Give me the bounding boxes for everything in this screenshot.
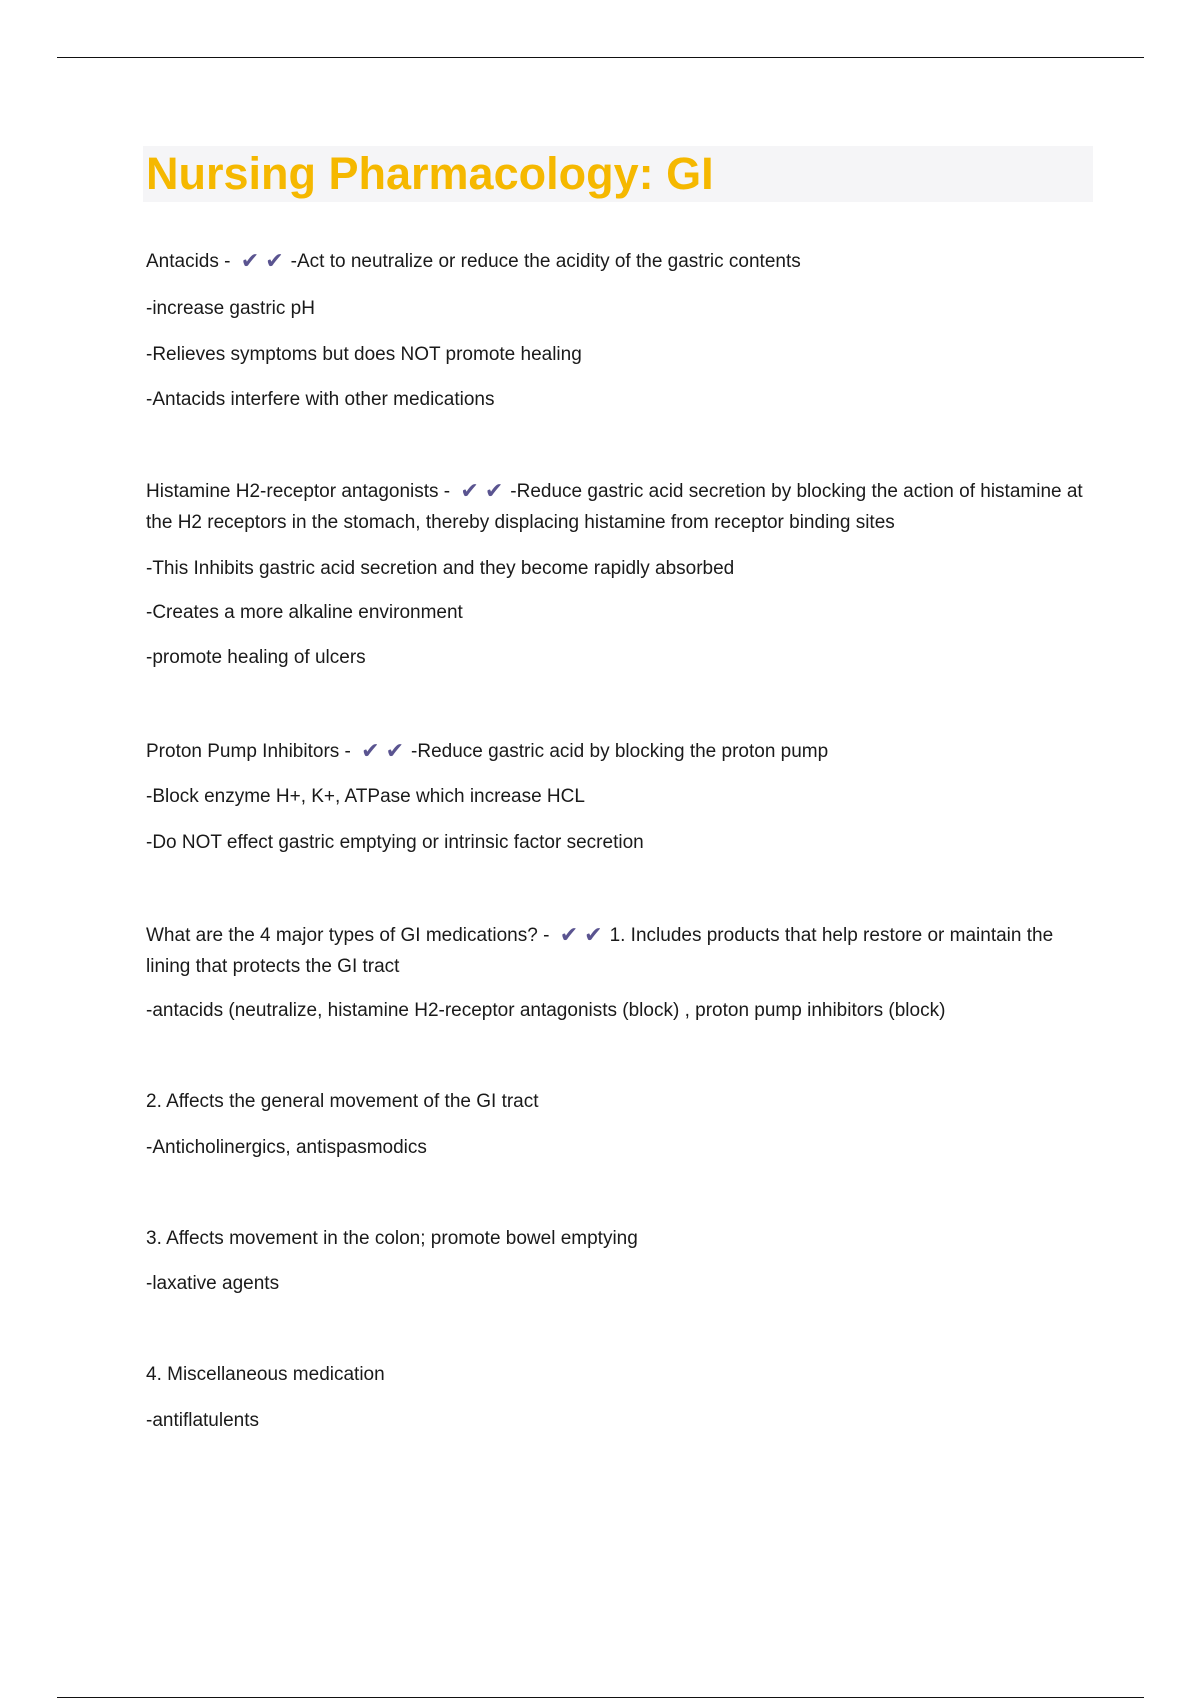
list-item: -increase gastric pH xyxy=(146,298,315,319)
flashcard-gi-types xyxy=(146,920,1096,982)
check-icon: ✔ xyxy=(484,478,504,503)
check-pair xyxy=(238,246,287,277)
header-rule xyxy=(57,57,1144,58)
definition-gi-types: 1. Includes products that help restore or maintain the lining that protects the GI tract xyxy=(146,925,1054,977)
check-icon: ✔ xyxy=(265,248,284,273)
definition-antacids: -Act to neutralize or reduce the acidity of the gastric contents xyxy=(290,251,801,272)
term-gi-types: What are the 4 major types of GI medications? - xyxy=(146,925,555,946)
list-item: -antacids (neutralize, histamine H2-receptor antagonists (block) , proton pump inhibitors (block) xyxy=(146,1000,946,1021)
list-item: -Relieves symptoms but does NOT promote healing xyxy=(146,344,582,365)
term-h2-antagonists: Histamine H2-receptor antagonists - xyxy=(146,481,456,502)
list-item: -Do NOT effect gastric emptying or intrinsic factor secretion xyxy=(146,832,644,853)
definition-ppi: -Reduce gastric acid by blocking the proton pump xyxy=(411,741,829,762)
list-item: 4. Miscellaneous medication xyxy=(146,1364,385,1385)
list-item: -laxative agents xyxy=(146,1273,280,1294)
check-icon: ✔ xyxy=(460,478,479,503)
check-pair xyxy=(358,736,407,767)
list-item: 3. Affects movement in the colon; promote bowel emptying xyxy=(146,1228,638,1249)
list-item: -Block enzyme H+, K+, ATPase which increase HCL xyxy=(146,786,585,807)
page-title: Nursing Pharmacology: GI xyxy=(146,148,714,199)
definition-h2-antagonists: -Reduce gastric acid secretion by blocking the action of histamine at the H2 receptors in the stomach, thereby displacing histamine from receptor binding sites xyxy=(146,481,1083,533)
list-item: -promote healing of ulcers xyxy=(146,647,366,668)
check-icon: ✔ xyxy=(584,922,603,947)
list-item: -antiflatulents xyxy=(146,1410,260,1431)
flashcard-antacids xyxy=(146,246,1096,277)
check-icon: ✔ xyxy=(559,922,579,947)
list-item: -Creates a more alkaline environment xyxy=(146,602,463,623)
list-item: -Antacids interfere with other medications xyxy=(146,389,495,410)
list-item: -Anticholinergics, antispasmodics xyxy=(146,1137,427,1158)
list-item: 2. Affects the general movement of the GI tract xyxy=(146,1091,539,1112)
term-ppi: Proton Pump Inhibitors - xyxy=(146,741,357,762)
term-antacids: Antacids - xyxy=(146,251,236,272)
flashcard-ppi xyxy=(146,736,1096,767)
flashcard-h2-antagonists xyxy=(146,476,1096,538)
check-pair xyxy=(557,920,606,951)
check-icon: ✔ xyxy=(240,248,260,273)
footer-rule xyxy=(57,1697,1144,1698)
check-icon: ✔ xyxy=(361,738,380,763)
check-pair xyxy=(457,476,506,507)
check-icon: ✔ xyxy=(385,738,405,763)
list-item: -This Inhibits gastric acid secretion and they become rapidly absorbed xyxy=(146,558,735,579)
